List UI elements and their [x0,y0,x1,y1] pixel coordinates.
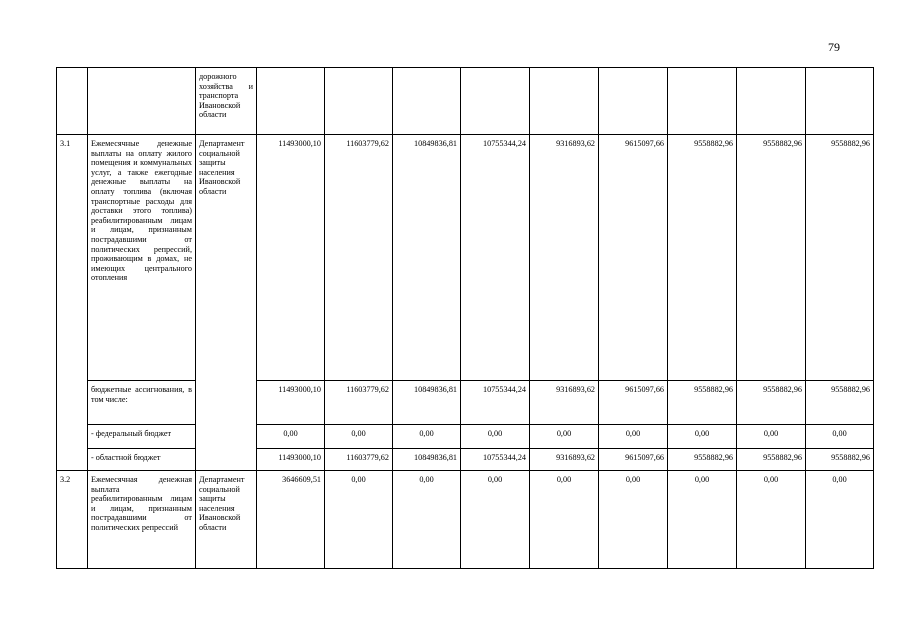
table-row-3-2 [57,471,874,569]
cell-value: 3646609,51 [257,471,325,569]
table-row-federal-budget [57,425,874,449]
cell-value: 9558882,96 [737,449,806,471]
cell-value: 9558882,96 [737,381,806,425]
cell-value: 10849836,81 [393,449,461,471]
cell-value: 0,00 [806,425,874,449]
cell-value: 9615097,66 [599,449,668,471]
cell-value: 0,00 [668,471,737,569]
cell-value: 9615097,66 [599,135,668,381]
cell-value: 9316893,62 [530,449,599,471]
cell-executor: Департамент социальной защиты населения Ивановской области [196,135,257,471]
cell-description: - федеральный бюджет [88,425,196,449]
cell-executor: Департамент социальной защиты населения Ивановской области [196,471,257,569]
cell-value: 9558882,96 [668,449,737,471]
cell-value: 9615097,66 [599,381,668,425]
cell-description: Ежемесячные денежные выплаты на оплату жилого помещения и коммунальных услуг, а также ежегодные денежные выплаты на оплату топлива (включая транспортные расходы для доставки этого топлива) реабилитированным лицам и лицам, признанным пострадавшими от политических репрессий, проживающим в домах, не имеющих центрального отопления [88,135,196,381]
cell-value: 9558882,96 [668,381,737,425]
cell-description: Ежемесячная денежная выплата реабилитированным лицам и лицам, признанным пострадавшими от политических репрессий [88,471,196,569]
cell-value: 0,00 [530,471,599,569]
cell-value: 9558882,96 [806,381,874,425]
cell-value: 11603779,62 [325,381,393,425]
cell-value: 0,00 [737,425,806,449]
cell-value: 0,00 [325,471,393,569]
cell-value: 10755344,24 [461,381,530,425]
cell-executor: дорожного хозяйства и транспорта Ивановской области [196,68,257,135]
cell-value: 9558882,96 [668,135,737,381]
cell-value: 0,00 [530,425,599,449]
cell-value: 10849836,81 [393,135,461,381]
cell-value: 9316893,62 [530,381,599,425]
cell-value: 11603779,62 [325,135,393,381]
cell-value: 0,00 [393,471,461,569]
cell-value: 9558882,96 [806,449,874,471]
cell-value: 0,00 [257,425,325,449]
cell-value: 0,00 [806,471,874,569]
cell-value: 0,00 [461,425,530,449]
cell-value: 0,00 [461,471,530,569]
table-row-continuation [57,68,874,135]
cell-value: 11493000,10 [257,135,325,381]
cell-value: 9316893,62 [530,135,599,381]
cell-value: 10755344,24 [461,449,530,471]
cell-description: - областной бюджет [88,449,196,471]
cell-value: 0,00 [668,425,737,449]
budget-table [56,67,874,569]
cell-description: бюджетные ассигнования, в том числе: [88,381,196,425]
page-number: 79 [828,40,840,54]
cell-number [57,68,88,135]
cell-number: 3.2 [57,471,88,569]
cell-number: 3.1 [57,135,88,471]
cell-description [88,68,196,135]
cell-value: 11603779,62 [325,449,393,471]
cell-value: 10849836,81 [393,381,461,425]
cell-value: 10755344,24 [461,135,530,381]
cell-value: 9558882,96 [806,135,874,381]
cell-value: 11493000,10 [257,381,325,425]
cell-value: 0,00 [393,425,461,449]
cell-value: 0,00 [325,425,393,449]
cell-value: 11493000,10 [257,449,325,471]
cell-value: 0,00 [599,425,668,449]
cell-value: 0,00 [737,471,806,569]
table-row-3-1 [57,135,874,381]
table-row-regional-budget [57,449,874,471]
cell-value: 9558882,96 [737,135,806,381]
table-row-budget-allocations [57,381,874,425]
cell-value: 0,00 [599,471,668,569]
